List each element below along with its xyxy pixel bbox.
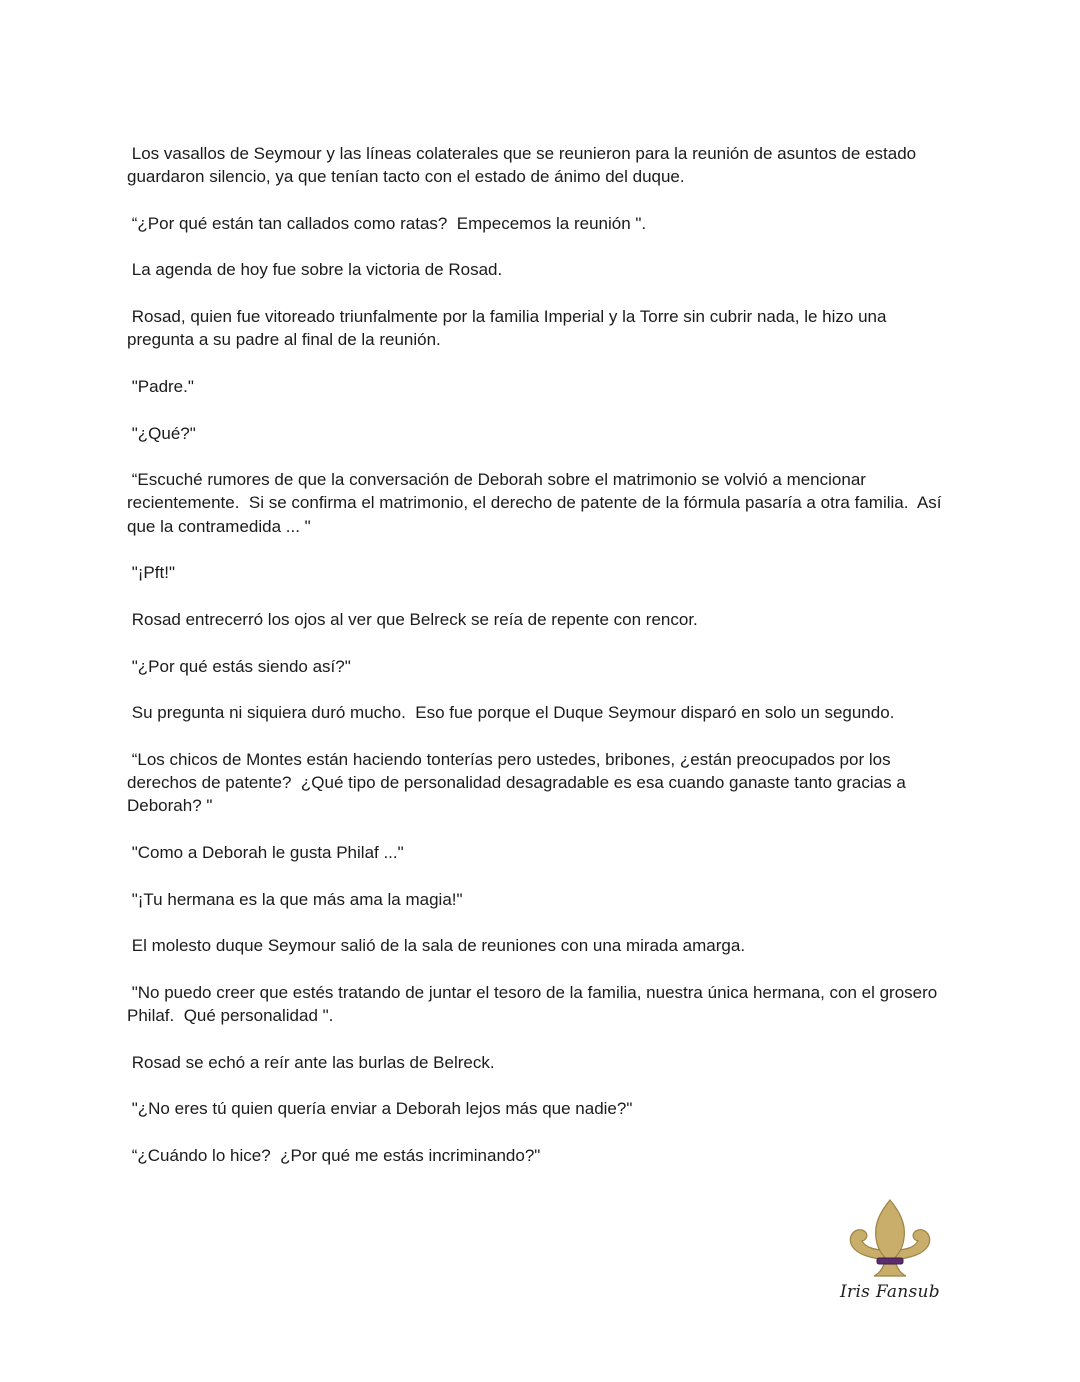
paragraph: La agenda de hoy fue sobre la victoria de Rosad. (127, 260, 503, 280)
paragraph: “¿Cuándo lo hice? ¿Por qué me estás incriminando?" (127, 1145, 541, 1165)
paragraph: Su pregunta ni siquiera duró mucho. Eso fue porque el Duque Seymour disparó en solo un segundo. (127, 703, 895, 723)
paragraph: "¡Pft!" (127, 563, 175, 583)
paragraph: "No puedo creer que estés tratando de juntar el tesoro de la familia, nuestra única hermana, con el grosero Philaf. Qué personalidad ". (127, 982, 942, 1025)
paragraph: Rosad, quien fue vitoreado triunfalmente por la familia Imperial y la Torre sin cubrir nada, le hizo una pregunta a su padre al final de la reunión. (127, 307, 892, 350)
paragraph: "Padre." (127, 376, 194, 396)
paragraph: “Los chicos de Montes están haciendo tonterías pero ustedes, bribones, ¿están preocupados por los derechos de patente? ¿Qué tipo de personalidad desagradable es esa cuando ganaste tanto gracias a Deborah? " (127, 749, 911, 816)
fleur-de-lis-icon (844, 1198, 936, 1280)
paragraph: “Escuché rumores de que la conversación de Deborah sobre el matrimonio se volvió a mencionar recientemente. Si se confirma el matrimonio, el derecho de patente de la fórmula pasaría a otra familia. Así que la contramedida ... " (127, 470, 947, 536)
paragraph: Los vasallos de Seymour y las líneas colaterales que se reunieron para la reunión de asuntos de estado guardaron silencio, ya que tenían tacto con el estado de ánimo del duque. (127, 144, 921, 187)
paragraph: Rosad se echó a reír ante las burlas de Belreck. (127, 1052, 495, 1072)
paragraph: El molesto duque Seymour salió de la sala de reuniones con una mirada amarga. (127, 936, 746, 956)
paragraph: "¿No eres tú quien quería enviar a Deborah lejos más que nadie?" (127, 1099, 633, 1119)
paragraph: “¿Por qué están tan callados como ratas? Empecemos la reunión ". (127, 213, 647, 233)
document-body (127, 142, 957, 1190)
paragraph: "¿Qué?" (127, 423, 196, 443)
paragraph: "¿Por qué estás siendo así?" (127, 656, 351, 676)
watermark-text: Iris Fansub (840, 1282, 940, 1302)
paragraph: Rosad entrecerró los ojos al ver que Belreck se reía de repente con rencor. (127, 609, 698, 629)
paragraph: "Como a Deborah le gusta Philaf ..." (127, 842, 404, 862)
paragraph: "¡Tu hermana es la que más ama la magia!" (127, 889, 463, 909)
watermark-logo (838, 1198, 942, 1310)
